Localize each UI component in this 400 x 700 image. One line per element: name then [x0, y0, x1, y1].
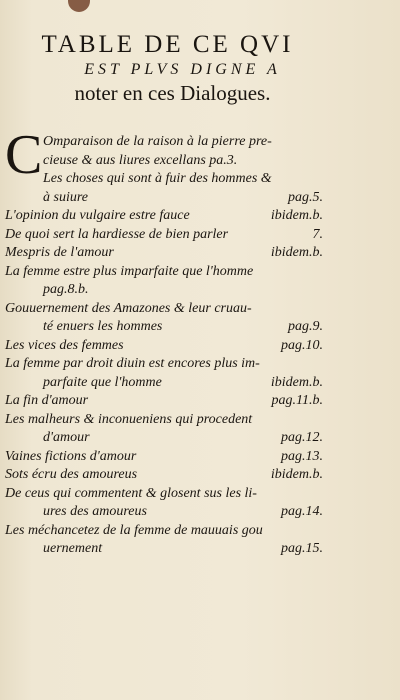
title-line-3: noter en ces Dialogues.	[74, 81, 271, 105]
toc-entry	[5, 411, 323, 448]
ink-blot	[68, 0, 90, 12]
entry-text: De ceus qui commentent & glosent sus les li-	[5, 485, 257, 501]
toc-line	[5, 207, 323, 226]
entry-text: De quoi sert la hardiesse de bien parler	[5, 226, 229, 242]
entry-text: parfaite que l'homme	[43, 374, 162, 390]
toc-line	[5, 281, 323, 300]
page-reference: ibidem.b.	[270, 467, 323, 482]
page-reference: pag.12.	[281, 430, 323, 445]
entry-text: Les méchancetez de la femme de mauuais gou	[5, 522, 263, 538]
entry-text: té enuers les hommes	[43, 319, 163, 334]
entry-text: à suiure	[43, 189, 88, 205]
toc-entry	[5, 124, 323, 207]
toc-line	[5, 522, 323, 541]
entry-text: Les vices des femmes	[5, 337, 124, 353]
entry-text: Mespris de l'amour	[5, 245, 114, 260]
toc-line	[5, 503, 323, 522]
toc-entry	[5, 485, 323, 522]
toc-line	[5, 244, 323, 263]
toc-line	[5, 355, 323, 374]
entry-text: Sots écru des amoureus	[5, 467, 138, 482]
toc-line	[5, 429, 323, 448]
toc-line	[5, 170, 323, 189]
entry-text: Les malheurs & inconueniens qui procedent	[5, 411, 253, 427]
page-reference: pag.5.	[288, 189, 323, 205]
page-reference: pag.15.	[281, 541, 323, 556]
table-entries	[5, 124, 323, 559]
page-title	[5, 30, 330, 106]
toc-entry	[5, 337, 323, 356]
toc-entry	[5, 392, 323, 411]
toc-line	[5, 448, 323, 467]
page-reference: pag.10.	[281, 337, 323, 353]
toc-entry	[5, 300, 323, 337]
toc-line	[5, 374, 323, 393]
entry-text: d'amour	[43, 430, 90, 445]
toc-line	[5, 392, 323, 411]
page-reference: ibidem.b.	[270, 374, 323, 390]
title-line-2: EST PLVS DIGNE A	[84, 61, 281, 78]
toc-line	[5, 411, 323, 430]
toc-entry	[5, 355, 323, 392]
entry-text: uernement	[43, 541, 103, 556]
entry-text: Omparaison de la raison à la pierre pre-	[43, 134, 272, 149]
entry-text: L'opinion du vulgaire estre fauce	[5, 208, 190, 223]
toc-entry	[5, 263, 323, 300]
entry-text: La femme par droit diuin est encores plus im-	[5, 356, 260, 371]
entry-text: Les choses qui sont à fuir des hommes &	[43, 171, 272, 186]
toc-entry	[5, 522, 323, 559]
toc-entry	[5, 207, 323, 226]
toc-entry	[5, 226, 323, 245]
toc-line	[5, 318, 323, 337]
toc-line	[5, 466, 323, 485]
entry-text: pag.8.b.	[43, 282, 89, 297]
toc-entry	[5, 466, 323, 485]
entry-text: La femme estre plus imparfaite que l'homme	[5, 263, 254, 279]
page-reference: 7.	[312, 226, 323, 242]
page-reference: ibidem.b.	[270, 245, 323, 260]
toc-line	[5, 540, 323, 559]
entry-text: Gouuernement des Amazones & leur cruau-	[5, 300, 252, 316]
page-reference: pag.13.	[281, 448, 323, 464]
toc-line	[5, 300, 323, 319]
entry-text: Vaines fictions d'amour	[5, 448, 137, 464]
toc-line	[5, 263, 323, 282]
drop-cap: C	[5, 124, 43, 186]
page-reference: pag.11.b.	[271, 393, 323, 408]
toc-line	[5, 189, 323, 208]
entry-text: La fin d'amour	[5, 393, 89, 408]
entry-text: ures des amoureus	[43, 504, 147, 519]
title-line-1: TABLE DE CE QVI	[41, 31, 294, 58]
page-reference: pag.9.	[288, 319, 323, 334]
page-reference: ibidem.b.	[270, 208, 323, 223]
page-reference: pag.14.	[281, 504, 323, 519]
toc-line	[5, 485, 323, 504]
toc-line	[5, 152, 323, 171]
toc-entry	[5, 244, 323, 263]
toc-line	[5, 337, 323, 356]
toc-line	[5, 133, 323, 152]
toc-entry	[5, 448, 323, 467]
entry-text: cieuse & aus liures excellans pa.3.	[43, 152, 238, 168]
toc-line	[5, 226, 323, 245]
